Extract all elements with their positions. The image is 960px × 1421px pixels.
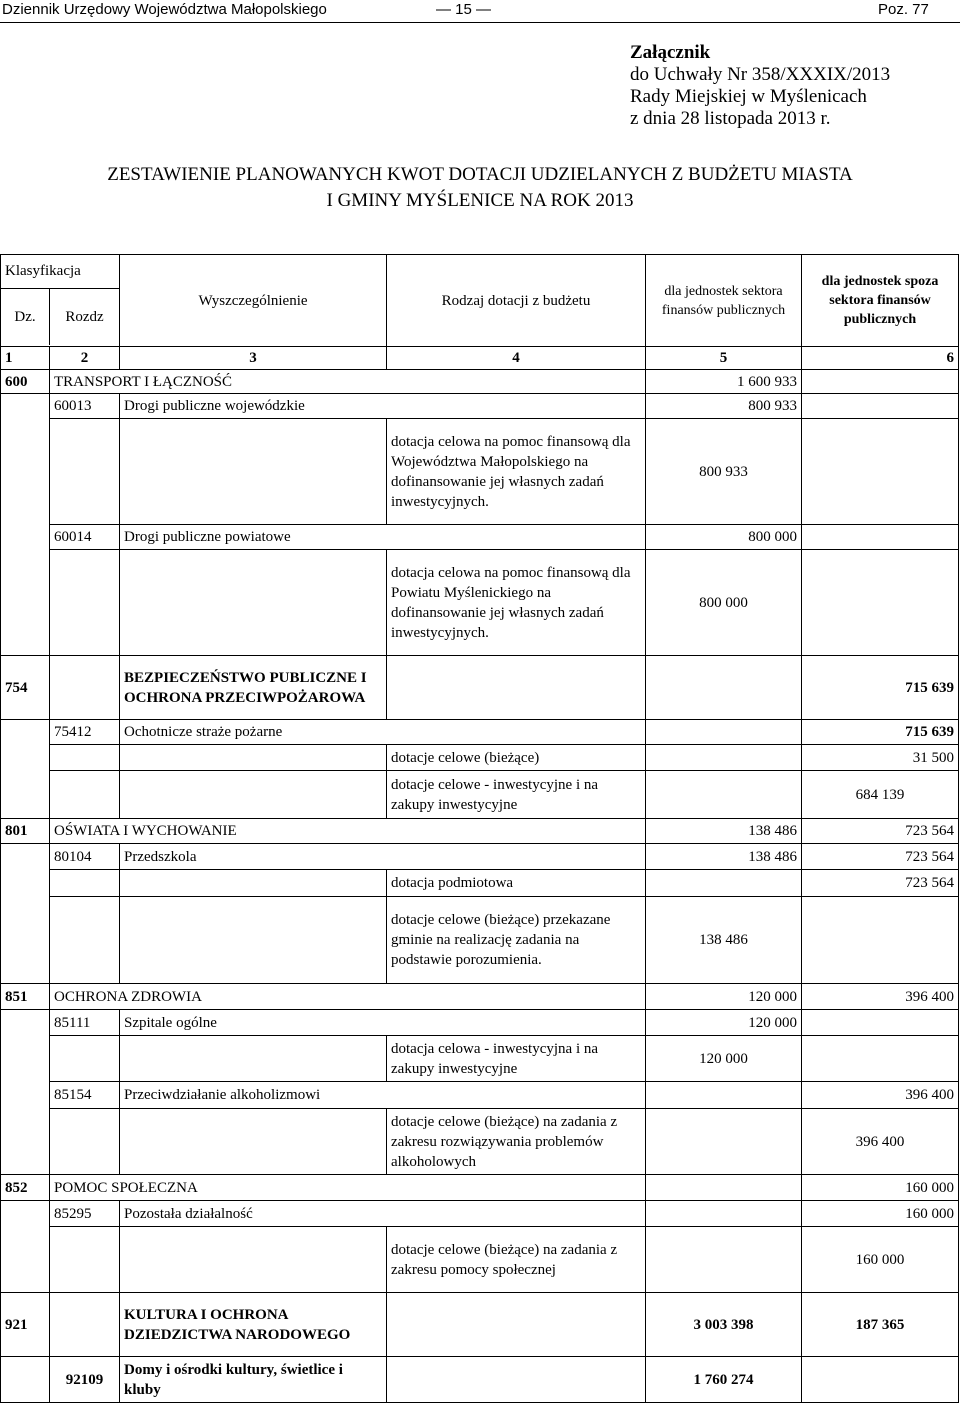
col-num-3: 3 — [120, 347, 387, 370]
dz-label: Dz. — [1, 289, 50, 345]
name-cell: POMOC SPOŁECZNA — [50, 1175, 646, 1201]
sector-value: 120 000 — [646, 984, 802, 1010]
table-row — [1, 1227, 959, 1293]
non-sector-value: 723 564 — [802, 844, 959, 870]
col-num-2: 2 — [50, 347, 120, 370]
non-sector-value: 396 400 — [802, 1109, 959, 1175]
name-cell: TRANSPORT I ŁĄCZNOŚĆ — [50, 370, 646, 394]
page-number: — 15 — — [436, 1, 492, 18]
dz-cell: 801 — [1, 819, 50, 844]
grant-description: dotacja celowa na pomoc finansową dla Województwa Małopolskiego na dofinansowanie jej własnych zadań inwestycyjnych. — [387, 419, 646, 525]
non-sector-value: 723 564 — [802, 870, 959, 897]
non-sector-value: 187 365 — [802, 1293, 959, 1357]
name-cell: Drogi publiczne powiatowe — [120, 525, 646, 550]
document-title — [0, 162, 960, 214]
name-cell: Domy i ośrodki kultury, świetlice i kluby — [120, 1357, 387, 1403]
sector-value: 1 600 933 — [646, 370, 802, 394]
grant-description: dotacje celowe (bieżące) na zadania z zakresu pomocy społecznej — [387, 1227, 646, 1293]
table-row — [1, 844, 959, 870]
rozdz-cell: 60014 — [50, 525, 120, 550]
grant-description: dotacje celowe (bieżące) — [387, 745, 646, 771]
non-sector-value: 160 000 — [802, 1175, 959, 1201]
table-row — [1, 1293, 959, 1357]
grant-description: dotacja podmiotowa — [387, 870, 646, 897]
sector-value: 800 000 — [646, 525, 802, 550]
sector-value: 800 933 — [646, 419, 802, 525]
journal-name: Dziennik Urzędowy Województwa Małopolskiego — [2, 1, 327, 18]
table-row — [1, 1036, 959, 1082]
classification-header — [1, 255, 120, 347]
table-row — [1, 656, 959, 720]
dz-cell: 754 — [1, 656, 50, 720]
table-row — [1, 370, 959, 394]
table-row — [1, 1082, 959, 1109]
name-cell: Przeciwdziałanie alkoholizmowi — [120, 1082, 646, 1109]
grant-description: dotacja celowa - inwestycyjna i na zakupy inwestycyjne — [387, 1036, 646, 1082]
table-row — [1, 720, 959, 745]
non-sector-value: 160 000 — [802, 1201, 959, 1227]
resolution-number: do Uchwały Nr 358/XXXIX/2013 — [630, 64, 891, 85]
table-row — [1, 984, 959, 1010]
attachment-note — [630, 42, 890, 130]
table-row — [1, 525, 959, 550]
col-num-4: 4 — [387, 347, 646, 370]
rozdz-cell: 85295 — [50, 1201, 120, 1227]
name-cell: Drogi publiczne wojewódzkie — [120, 394, 646, 419]
table-row — [1, 1201, 959, 1227]
table-row — [1, 1109, 959, 1175]
non-sector-value: 396 400 — [802, 1082, 959, 1109]
sector-value: 1 760 274 — [646, 1357, 802, 1403]
col-num-1: 1 — [1, 347, 50, 370]
table-row — [1, 870, 959, 897]
name-cell: Przedszkola — [120, 844, 646, 870]
name-cell: BEZPIECZEŃSTWO PUBLICZNE I OCHRONA PRZECIWPOŻAROWA — [120, 656, 387, 720]
page-header — [0, 0, 960, 23]
table-row — [1, 550, 959, 656]
title-line-2: I GMINY MYŚLENICE NA ROK 2013 — [326, 190, 634, 211]
name-cell: KULTURA I OCHRONA DZIEDZICTWA NARODOWEGO — [120, 1293, 387, 1357]
attachment-label: Załącznik — [630, 42, 711, 63]
non-sector-value: 160 000 — [802, 1227, 959, 1293]
grant-description: dotacje celowe (bieżące) przekazane gminie na realizację zadania na podstawie porozumienia. — [387, 897, 646, 984]
rozdz-cell: 92109 — [50, 1357, 120, 1403]
column-numbers-row — [1, 347, 959, 370]
table-row — [1, 897, 959, 984]
rozdz-cell: 75412 — [50, 720, 120, 745]
table-row — [1, 1175, 959, 1201]
name-cell: OŚWIATA I WYCHOWANIE — [50, 819, 646, 844]
sector-value: 138 486 — [646, 819, 802, 844]
resolution-date: z dnia 28 listopada 2013 r. — [630, 108, 831, 129]
non-sector-value: 31 500 — [802, 745, 959, 771]
col-num-5: 5 — [646, 347, 802, 370]
header-row — [1, 255, 959, 347]
col-num-6: 6 — [802, 347, 959, 370]
dz-cell: 851 — [1, 984, 50, 1010]
sector-value: 120 000 — [646, 1010, 802, 1036]
non-sector-value: 715 639 — [802, 656, 959, 720]
wyszczegolnienie-header: Wyszczególnienie — [120, 255, 387, 347]
sector-value: 3 003 398 — [646, 1293, 802, 1357]
sector-value: 800 000 — [646, 550, 802, 656]
name-cell: Szpitale ogólne — [120, 1010, 646, 1036]
name-cell: Ochotnicze straże pożarne — [120, 720, 646, 745]
sector-value: 120 000 — [646, 1036, 802, 1082]
grant-description: dotacje celowe (bieżące) na zadania z zakresu rozwiązywania problemów alkoholowych — [387, 1109, 646, 1175]
dz-cell: 921 — [1, 1293, 50, 1357]
table-row — [1, 394, 959, 419]
sector-value: 138 486 — [646, 844, 802, 870]
grants-table — [0, 254, 959, 1403]
council-name: Rady Miejskiej w Myślenicach — [630, 86, 867, 107]
non-sector-header: dla jednostek spoza sektora finansów publicznych — [802, 255, 959, 347]
rozdz-cell: 85111 — [50, 1010, 120, 1036]
rozdz-label: Rozdz — [65, 309, 104, 325]
name-cell: Pozostała działalność — [120, 1201, 646, 1227]
non-sector-value: 684 139 — [802, 771, 959, 819]
rozdz-cell: 85154 — [50, 1082, 120, 1109]
dz-cell: 600 — [1, 370, 50, 394]
table-row — [1, 1357, 959, 1403]
rozdz-cell: 60013 — [50, 394, 120, 419]
table-row — [1, 771, 959, 819]
sector-value: 800 933 — [646, 394, 802, 419]
sector-value: 138 486 — [646, 897, 802, 984]
title-line-1: ZESTAWIENIE PLANOWANYCH KWOT DOTACJI UDZIELANYCH Z BUDŻETU MIASTA — [107, 164, 853, 185]
sector-header: dla jednostek sektora finansów publicznych — [646, 255, 802, 347]
rozdz-cell: 80104 — [50, 844, 120, 870]
non-sector-value: 723 564 — [802, 819, 959, 844]
rodzaj-header: Rodzaj dotacji z budżetu — [387, 255, 646, 347]
table-row — [1, 819, 959, 844]
table-row — [1, 1010, 959, 1036]
klasyfikacja-label: Klasyfikacja — [1, 255, 119, 289]
grant-description: dotacja celowa na pomoc finansową dla Powiatu Myślenickiego na dofinansowanie jej własnych zadań inwestycyjnych. — [387, 550, 646, 656]
name-cell: OCHRONA ZDROWIA — [50, 984, 646, 1010]
table-row — [1, 419, 959, 525]
non-sector-value: 396 400 — [802, 984, 959, 1010]
non-sector-value: 715 639 — [802, 720, 959, 745]
position-number: Poz. 77 — [878, 1, 929, 18]
grant-description: dotacje celowe - inwestycyjne i na zakupy inwestycyjne — [387, 771, 646, 819]
dz-cell: 852 — [1, 1175, 50, 1201]
table-row — [1, 745, 959, 771]
